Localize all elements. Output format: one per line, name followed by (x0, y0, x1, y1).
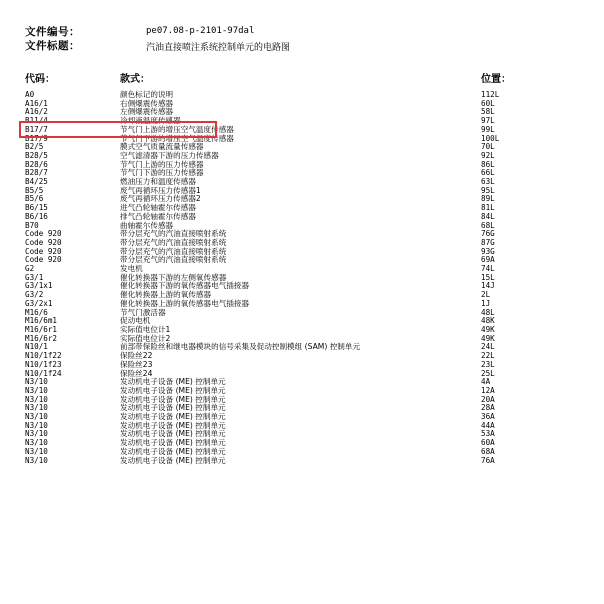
table-row[interactable] (0, 457, 604, 466)
component-code: G3/1x1 (25, 281, 53, 291)
component-code: N3/10 (25, 377, 48, 387)
component-position[interactable]: 12A (481, 385, 495, 395)
component-position[interactable]: 66L (481, 168, 495, 178)
table-row[interactable] (0, 230, 604, 239)
component-code: N10/1 (25, 342, 48, 352)
component-code: A0 (25, 90, 35, 99)
component-description[interactable]: 废气再循环压力传感器1 (120, 185, 201, 195)
component-position[interactable]: 49K (481, 324, 495, 334)
table-row[interactable] (0, 326, 604, 335)
table-row[interactable] (0, 343, 604, 352)
table-row[interactable] (0, 291, 604, 300)
component-code: Code 920 (25, 246, 62, 256)
table-row[interactable] (0, 152, 604, 161)
component-position[interactable]: 70L (481, 142, 495, 152)
table-row[interactable] (0, 300, 604, 309)
component-position[interactable]: 22L (481, 351, 495, 361)
component-description[interactable]: 保险丝23 (120, 359, 153, 369)
component-description[interactable]: 冷却液温度传感器 (120, 116, 181, 126)
component-description[interactable]: 保险丝24 (120, 368, 153, 378)
component-description[interactable]: 催化转换器上游的氧传感器 (120, 290, 212, 300)
doc-title-value: 汽油直接喷注系统控制单元的电路图 (146, 43, 291, 53)
table-row[interactable] (0, 413, 604, 422)
component-position[interactable]: 49K (481, 333, 495, 343)
component-code: N3/10 (25, 385, 48, 395)
table-row[interactable] (0, 256, 604, 265)
component-position[interactable]: 25L (481, 368, 495, 378)
component-code: A16/2 (25, 107, 48, 117)
table-row[interactable] (0, 100, 604, 109)
component-code: N3/10 (25, 394, 48, 404)
table-row[interactable] (0, 422, 604, 431)
component-position[interactable]: 99L (481, 124, 495, 134)
component-description[interactable]: 促动电机 (120, 316, 151, 326)
table-row[interactable] (0, 135, 604, 144)
component-description[interactable]: 节气门激活器 (120, 307, 166, 317)
component-code: N3/10 (25, 455, 48, 465)
component-description[interactable]: 发电机 (120, 264, 143, 274)
component-code: B17/9 (25, 133, 48, 143)
component-position[interactable]: 81L (481, 203, 495, 213)
component-position[interactable]: 92L (481, 150, 495, 160)
component-description[interactable]: 燃油压力和温度传感器 (120, 177, 196, 187)
component-position[interactable]: 60L (481, 98, 495, 108)
table-row[interactable] (0, 448, 604, 457)
component-description[interactable]: 右侧爆震传感器 (120, 98, 174, 108)
component-description[interactable]: 曲轴霍尔传感器 (120, 220, 174, 230)
component-code: N3/10 (25, 446, 48, 456)
component-code: Code 920 (25, 237, 62, 247)
table-row[interactable] (0, 396, 604, 405)
component-position[interactable]: 87G (481, 237, 495, 247)
table-row[interactable] (0, 126, 604, 135)
component-position[interactable]: 84L (481, 211, 495, 221)
component-description[interactable]: 保险丝22 (120, 351, 153, 361)
component-position[interactable]: 2L (481, 290, 491, 300)
component-position[interactable]: 68L (481, 220, 495, 230)
component-code: M16/6 (25, 307, 48, 317)
component-position[interactable]: 112L (481, 90, 500, 99)
table-row[interactable] (0, 309, 604, 318)
table-row[interactable] (0, 169, 604, 178)
component-description[interactable]: 节气门上游的增压空气温度传感器 (120, 124, 234, 134)
table-row[interactable] (0, 361, 604, 370)
table-row[interactable] (0, 213, 604, 222)
component-code: A16/1 (25, 98, 48, 108)
table-row[interactable] (0, 222, 604, 231)
component-code: N3/10 (25, 429, 48, 439)
component-position[interactable]: 20A (481, 394, 495, 404)
component-description[interactable]: 发动机电子设备 (ME) 控制单元 (120, 385, 226, 395)
table-row[interactable] (0, 91, 604, 100)
component-description[interactable]: 催化转换器上游的氧传感器电气插接器 (120, 298, 250, 308)
column-header-desc: 款式： (120, 74, 150, 85)
component-position[interactable]: 14J (481, 281, 495, 291)
component-description[interactable]: 发动机电子设备 (ME) 控制单元 (120, 394, 226, 404)
component-position[interactable]: 63L (481, 177, 495, 187)
table-row[interactable] (0, 187, 604, 196)
component-code: B70 (25, 220, 39, 230)
component-description[interactable]: 带分层充气的汽油直接喷射系统 (120, 237, 227, 247)
table-row[interactable] (0, 195, 604, 204)
component-position[interactable]: 60A (481, 438, 495, 448)
component-code: N3/10 (25, 438, 48, 448)
component-description[interactable]: 催化转换器下游的氧传感器电气插接器 (120, 281, 250, 291)
component-description[interactable]: 发动机电子设备 (ME) 控制单元 (120, 429, 226, 439)
component-code: N3/10 (25, 412, 48, 422)
table-row[interactable] (0, 370, 604, 379)
component-code: B11/4 (25, 116, 48, 126)
component-description[interactable]: 实际值电位计1 (120, 324, 171, 334)
component-code: G2 (25, 264, 35, 274)
component-code: B6/16 (25, 211, 48, 221)
doc-number-label: 文件编号： (25, 26, 80, 38)
component-description[interactable]: 发动机电子设备 (ME) 控制单元 (120, 455, 226, 465)
component-position[interactable]: 76G (481, 229, 495, 239)
table-row[interactable] (0, 387, 604, 396)
component-position[interactable]: 24L (481, 342, 495, 352)
component-description[interactable]: 节气门下游的压力传感器 (120, 168, 204, 178)
table-row[interactable] (0, 204, 604, 213)
table-row[interactable] (0, 317, 604, 326)
component-code: M16/6m1 (25, 316, 58, 326)
component-code: G3/2x1 (25, 298, 53, 308)
table-row[interactable] (0, 178, 604, 187)
component-description[interactable]: 颜色标记的说明 (120, 90, 174, 99)
component-position[interactable]: 48K (481, 316, 495, 326)
component-description[interactable]: 空气滤清器下游的压力传感器 (120, 150, 219, 160)
component-code: Code 920 (25, 229, 62, 239)
component-position[interactable]: 93G (481, 246, 495, 256)
component-description[interactable]: 发动机电子设备 (ME) 控制单元 (120, 412, 226, 422)
component-description[interactable]: 左侧爆震传感器 (120, 107, 174, 117)
component-position[interactable]: 74L (481, 264, 495, 274)
column-header-pos: 位置： (481, 74, 511, 85)
component-code: N3/10 (25, 420, 48, 430)
component-code: B5/6 (25, 194, 44, 204)
component-description[interactable]: 膜式空气质量流量传感器 (120, 142, 204, 152)
component-description[interactable]: 发动机电子设备 (ME) 控制单元 (120, 438, 226, 448)
column-header-code: 代码： (25, 74, 55, 85)
component-code: M16/6r1 (25, 324, 58, 334)
component-position[interactable]: 95L (481, 185, 495, 195)
component-description[interactable]: 带分层充气的汽油直接喷射系统 (120, 229, 227, 239)
component-code: B28/5 (25, 150, 48, 160)
table-row[interactable] (0, 248, 604, 257)
component-position[interactable]: 23L (481, 359, 495, 369)
component-code: G3/1 (25, 272, 44, 282)
component-code: G3/2 (25, 290, 44, 300)
doc-number-value: pe07.08-p-2101-97dal (146, 26, 255, 36)
component-description[interactable]: 排气凸轮轴霍尔传感器 (120, 211, 196, 221)
component-code: N3/10 (25, 403, 48, 413)
component-position[interactable]: 28A (481, 403, 495, 413)
component-description[interactable]: 实际值电位计2 (120, 333, 171, 343)
component-position[interactable]: 69A (481, 255, 495, 265)
component-position[interactable]: 76A (481, 455, 495, 465)
component-code: B28/7 (25, 168, 48, 178)
component-code: Code 920 (25, 255, 62, 265)
component-code: N10/1f24 (25, 368, 62, 378)
table-row[interactable] (0, 352, 604, 361)
component-code: N10/1f22 (25, 351, 62, 361)
table-row[interactable] (0, 439, 604, 448)
component-table (0, 91, 604, 465)
component-code: M16/6r2 (25, 333, 58, 343)
component-description[interactable]: 节气门上游的压力传感器 (120, 159, 204, 169)
component-position[interactable]: 44A (481, 420, 495, 430)
component-position[interactable]: 1J (481, 298, 491, 308)
component-code: B28/6 (25, 159, 48, 169)
component-code: N10/1f23 (25, 359, 62, 369)
component-code: B6/15 (25, 203, 48, 213)
table-row[interactable] (0, 117, 604, 126)
component-position[interactable]: 89L (481, 194, 495, 204)
component-description[interactable]: 发动机电子设备 (ME) 控制单元 (120, 377, 226, 387)
component-description[interactable]: 发动机电子设备 (ME) 控制单元 (120, 420, 226, 430)
table-row[interactable] (0, 108, 604, 117)
component-position[interactable]: 53A (481, 429, 495, 439)
component-position[interactable]: 97L (481, 116, 495, 126)
component-position[interactable]: 100L (481, 133, 500, 143)
component-description[interactable]: 废气再循环压力传感器2 (120, 194, 201, 204)
table-row[interactable] (0, 430, 604, 439)
component-position[interactable]: 36A (481, 412, 495, 422)
table-row[interactable] (0, 265, 604, 274)
table-row[interactable] (0, 161, 604, 170)
component-code: B4/25 (25, 177, 48, 187)
component-position[interactable]: 4A (481, 377, 491, 387)
component-description[interactable]: 发动机电子设备 (ME) 控制单元 (120, 403, 226, 413)
table-row[interactable] (0, 239, 604, 248)
table-row[interactable] (0, 143, 604, 152)
component-code: B5/5 (25, 185, 44, 195)
component-description[interactable]: 进气凸轮轴霍尔传感器 (120, 203, 196, 213)
component-description[interactable]: 带分层充气的汽油直接喷射系统 (120, 255, 227, 265)
table-row[interactable] (0, 404, 604, 413)
component-description[interactable]: 发动机电子设备 (ME) 控制单元 (120, 446, 226, 456)
doc-title-label: 文件标题： (25, 40, 80, 52)
component-description[interactable]: 前部带保险丝和继电器模块的信号采集及促动控制模组 (SAM) 控制单元 (120, 342, 361, 352)
component-code: B17/7 (25, 124, 48, 134)
component-position[interactable]: 68A (481, 446, 495, 456)
table-row[interactable] (0, 274, 604, 283)
component-position[interactable]: 86L (481, 159, 495, 169)
component-description[interactable]: 带分层充气的汽油直接喷射系统 (120, 246, 227, 256)
component-description[interactable]: 催化转换器下游的左侧氧传感器 (120, 272, 227, 282)
component-position[interactable]: 15L (481, 272, 495, 282)
table-row[interactable] (0, 282, 604, 291)
component-description[interactable]: 节气门下游的增压空气温度传感器 (120, 133, 234, 143)
component-code: B2/5 (25, 142, 44, 152)
component-position[interactable]: 48L (481, 307, 495, 317)
table-row[interactable] (0, 378, 604, 387)
component-position[interactable]: 58L (481, 107, 495, 117)
